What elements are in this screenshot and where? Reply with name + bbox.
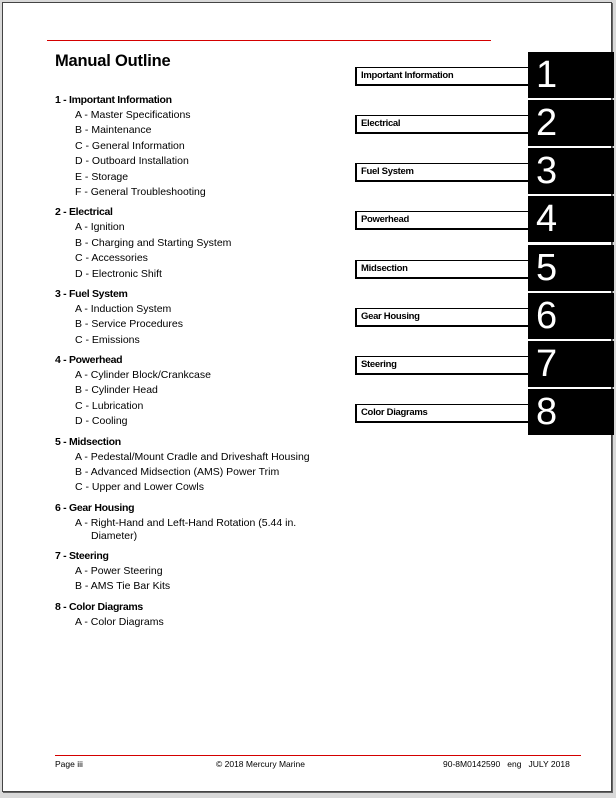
footer-doc-id: 90-8M0142590 eng JULY 2018 xyxy=(443,759,570,769)
tab-number-6[interactable]: 6 xyxy=(528,293,614,339)
header-rule xyxy=(47,40,491,41)
outline-section-4 xyxy=(55,352,345,430)
outline-section-8 xyxy=(55,599,345,630)
outline-item[interactable]: B - Maintenance xyxy=(75,124,152,137)
outline-item[interactable] xyxy=(55,517,345,544)
document-page xyxy=(2,2,612,792)
outline-item[interactable]: C - General Information xyxy=(75,139,185,152)
outline-item[interactable]: C - Lubrication xyxy=(75,399,144,412)
tab-number-8[interactable]: 8 xyxy=(528,389,614,435)
outline-item[interactable]: A - Cylinder Block/Crankcase xyxy=(75,369,211,382)
outline-item[interactable]: D - Outboard Installation xyxy=(75,155,189,168)
outline-item-line: A - Right-Hand and Left-Hand Rotation (5.44 in. xyxy=(75,516,297,529)
outline-item[interactable]: B - Advanced Midsection (AMS) Power Trim xyxy=(75,466,280,479)
tab-number-3[interactable]: 3 xyxy=(528,148,614,194)
outline-item[interactable]: A - Induction System xyxy=(75,302,172,315)
section-heading[interactable]: 1 - Important Information xyxy=(55,94,172,106)
outline-item[interactable]: A - Master Specifications xyxy=(75,109,191,121)
tab-number-5[interactable]: 5 xyxy=(528,245,614,291)
tab-label-5[interactable]: Midsection xyxy=(355,260,533,279)
outline-section-6 xyxy=(55,500,345,544)
section-heading[interactable]: 8 - Color Diagrams xyxy=(55,600,143,613)
outline-section-1 xyxy=(55,92,345,200)
outline-item[interactable]: A - Power Steering xyxy=(75,564,163,577)
tab-number-1[interactable]: 1 xyxy=(528,52,614,98)
outline-item[interactable]: D - Electronic Shift xyxy=(75,267,162,280)
section-heading[interactable]: 2 - Electrical xyxy=(55,206,113,219)
outline-item-line: Diameter) xyxy=(91,530,138,543)
tab-label-4[interactable]: Powerhead xyxy=(355,211,533,230)
tab-label-1[interactable]: Important Information xyxy=(355,67,533,86)
footer-page-number: Page iii xyxy=(55,759,83,769)
section-heading[interactable]: 5 - Midsection xyxy=(55,435,121,448)
tab-label-6[interactable]: Gear Housing xyxy=(355,308,533,327)
outline-item[interactable]: B - Service Procedures xyxy=(75,318,183,331)
outline-item[interactable]: E - Storage xyxy=(75,170,129,183)
tab-number-4[interactable]: 4 xyxy=(528,196,614,242)
section-heading[interactable]: 6 - Gear Housing xyxy=(55,501,135,514)
tab-number-7[interactable]: 7 xyxy=(528,341,614,387)
outline-item[interactable]: B - AMS Tie Bar Kits xyxy=(75,580,171,593)
outline-list xyxy=(55,92,345,634)
outline-item[interactable]: F - General Troubleshooting xyxy=(75,185,206,198)
outline-section-5 xyxy=(55,434,345,496)
outline-item[interactable]: B - Charging and Starting System xyxy=(75,236,232,249)
outline-section-2 xyxy=(55,204,345,282)
footer-copyright: © 2018 Mercury Marine xyxy=(216,759,305,769)
outline-item[interactable]: C - Upper and Lower Cowls xyxy=(75,481,204,494)
section-heading[interactable]: 4 - Powerhead xyxy=(55,354,123,367)
outline-section-3 xyxy=(55,286,345,348)
outline-item[interactable]: B - Cylinder Head xyxy=(75,384,158,397)
outline-item[interactable]: A - Pedestal/Mount Cradle and Driveshaft Housing xyxy=(75,450,310,463)
tab-number-2[interactable]: 2 xyxy=(528,100,614,146)
tab-label-2[interactable]: Electrical xyxy=(355,115,533,134)
footer-rule xyxy=(55,755,581,756)
outline-item[interactable]: A - Ignition xyxy=(75,221,125,234)
outline-item[interactable]: C - Accessories xyxy=(75,252,148,265)
section-heading[interactable]: 3 - Fuel System xyxy=(55,287,128,300)
outline-item[interactable]: A - Color Diagrams xyxy=(75,615,164,628)
tab-label-8[interactable]: Color Diagrams xyxy=(355,404,533,423)
outline-item[interactable]: C - Emissions xyxy=(75,333,140,346)
outline-item[interactable]: D - Cooling xyxy=(75,415,128,428)
tab-label-3[interactable]: Fuel System xyxy=(355,163,533,182)
page-title: Manual Outline xyxy=(55,52,171,70)
section-heading[interactable]: 7 - Steering xyxy=(55,549,109,562)
outline-section-7 xyxy=(55,548,345,595)
tab-label-7[interactable]: Steering xyxy=(355,356,533,375)
